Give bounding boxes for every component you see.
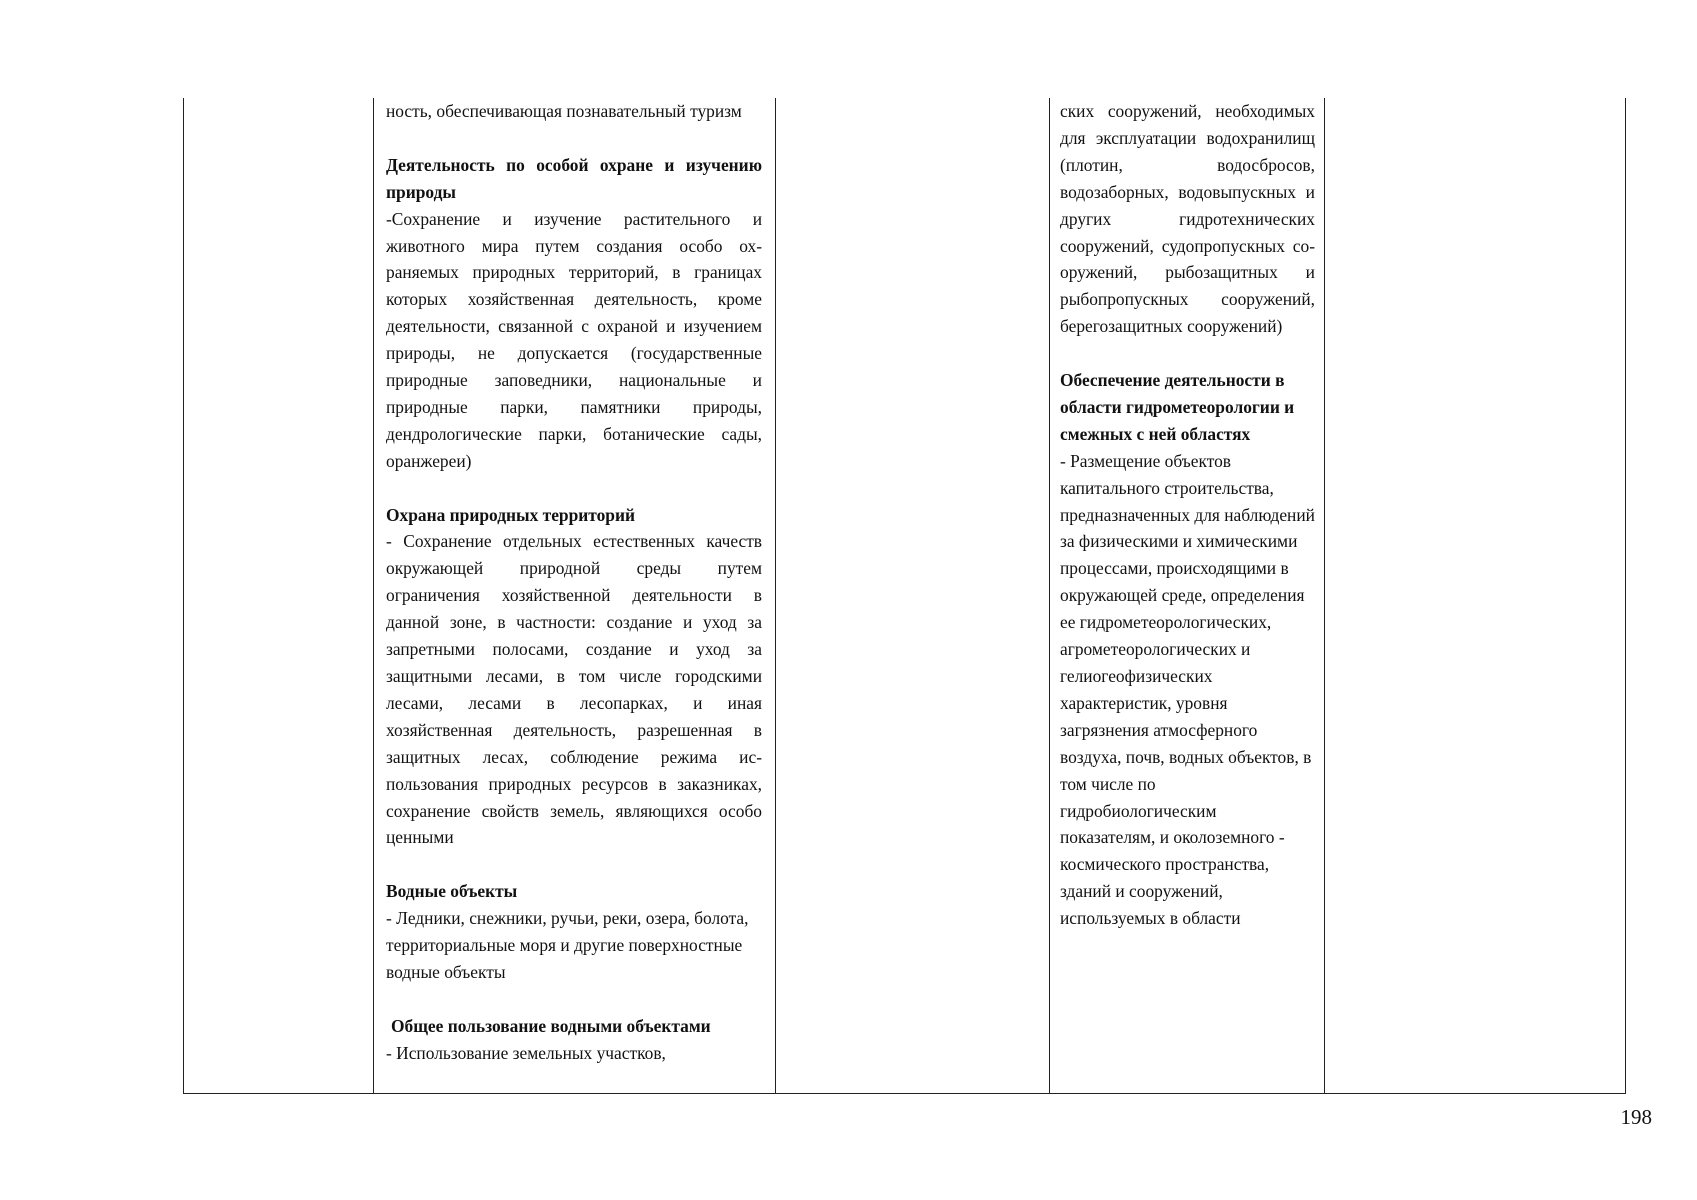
table-cell-facilities-description <box>1060 98 1315 932</box>
cell-text: ских сооружений, необходимых для эксплуатации водохранилищ (плотин, водосбросов, водозаборных, водовыпускных и других гидротехнических сооружений, судопропускных сооружений, рыбозащитных и рыбопропускных сооружений, берегозащитных сооружений) <box>1060 101 1315 337</box>
column-divider <box>1324 98 1325 1093</box>
section-text: -Сохранение и изучение растительного и животного мира путем создания особо охраняемых природных территорий, в границах которых хозяйственная деятельность, кроме деятельности, связанной с охраной и изучением природы, не допускается (государственные природные заповедники, национальные и природные парки, памятники природы, дендрологические парки, ботанические сады, оранжереи) <box>386 208 762 471</box>
section-title: Водные объекты <box>386 881 518 902</box>
column-divider <box>775 98 776 1093</box>
column-divider <box>1049 98 1050 1093</box>
section-title: Деятельность по особой охране и изучению природы <box>386 154 762 202</box>
table-cell-activity-description <box>386 98 762 1067</box>
section-title: Охрана природных территорий <box>386 504 636 525</box>
document-table <box>183 98 1626 1094</box>
section-text: - Использование земельных участков, <box>386 1042 666 1063</box>
section-text: - Размещение объектов капитального строительства, предназначенных для наблюдений за физическими и химическими процессами, происходящими в окружающей среде, определения ее гидрометеорологических, агрометеорологических и гелиогеофизических характеристик, уровня загрязнения атмосферного воздуха, почв, водных объектов, в том числе по гидробиологическим показателям, и околоземного - космического пространства, зданий и сооружений, используемых в области <box>1060 450 1315 929</box>
section-title: Обеспечение деятельности в области гидрометеорологии и смежных с ней областях <box>1060 370 1295 444</box>
section-text: - Ледники, снежники, ручьи, реки, озера, болота, территориальные моря и другие поверхностные водные объекты <box>386 908 749 982</box>
section-title: Общее пользование водными объектами <box>391 1015 711 1036</box>
page-number: 198 <box>1620 1105 1652 1129</box>
section-text: - Сохранение отдельных естественных качеств окружающей природной среды путем ограничения хозяйственной деятельности в данной зоне, в частности: создание и уход за запретными полосами, создание и уход за защитными лесами, в том числе городскими лесами, лесами в лесопарках, и иная хозяйственная деятельность, разрешенная в защитных лесах, соблюдение режима использования природных ресурсов в заказниках, сохранение свойств земель, являющихся особо ценными <box>386 531 762 848</box>
column-divider <box>373 98 374 1093</box>
cell-text: ность, обеспечивающая познавательный туризм <box>386 101 742 121</box>
